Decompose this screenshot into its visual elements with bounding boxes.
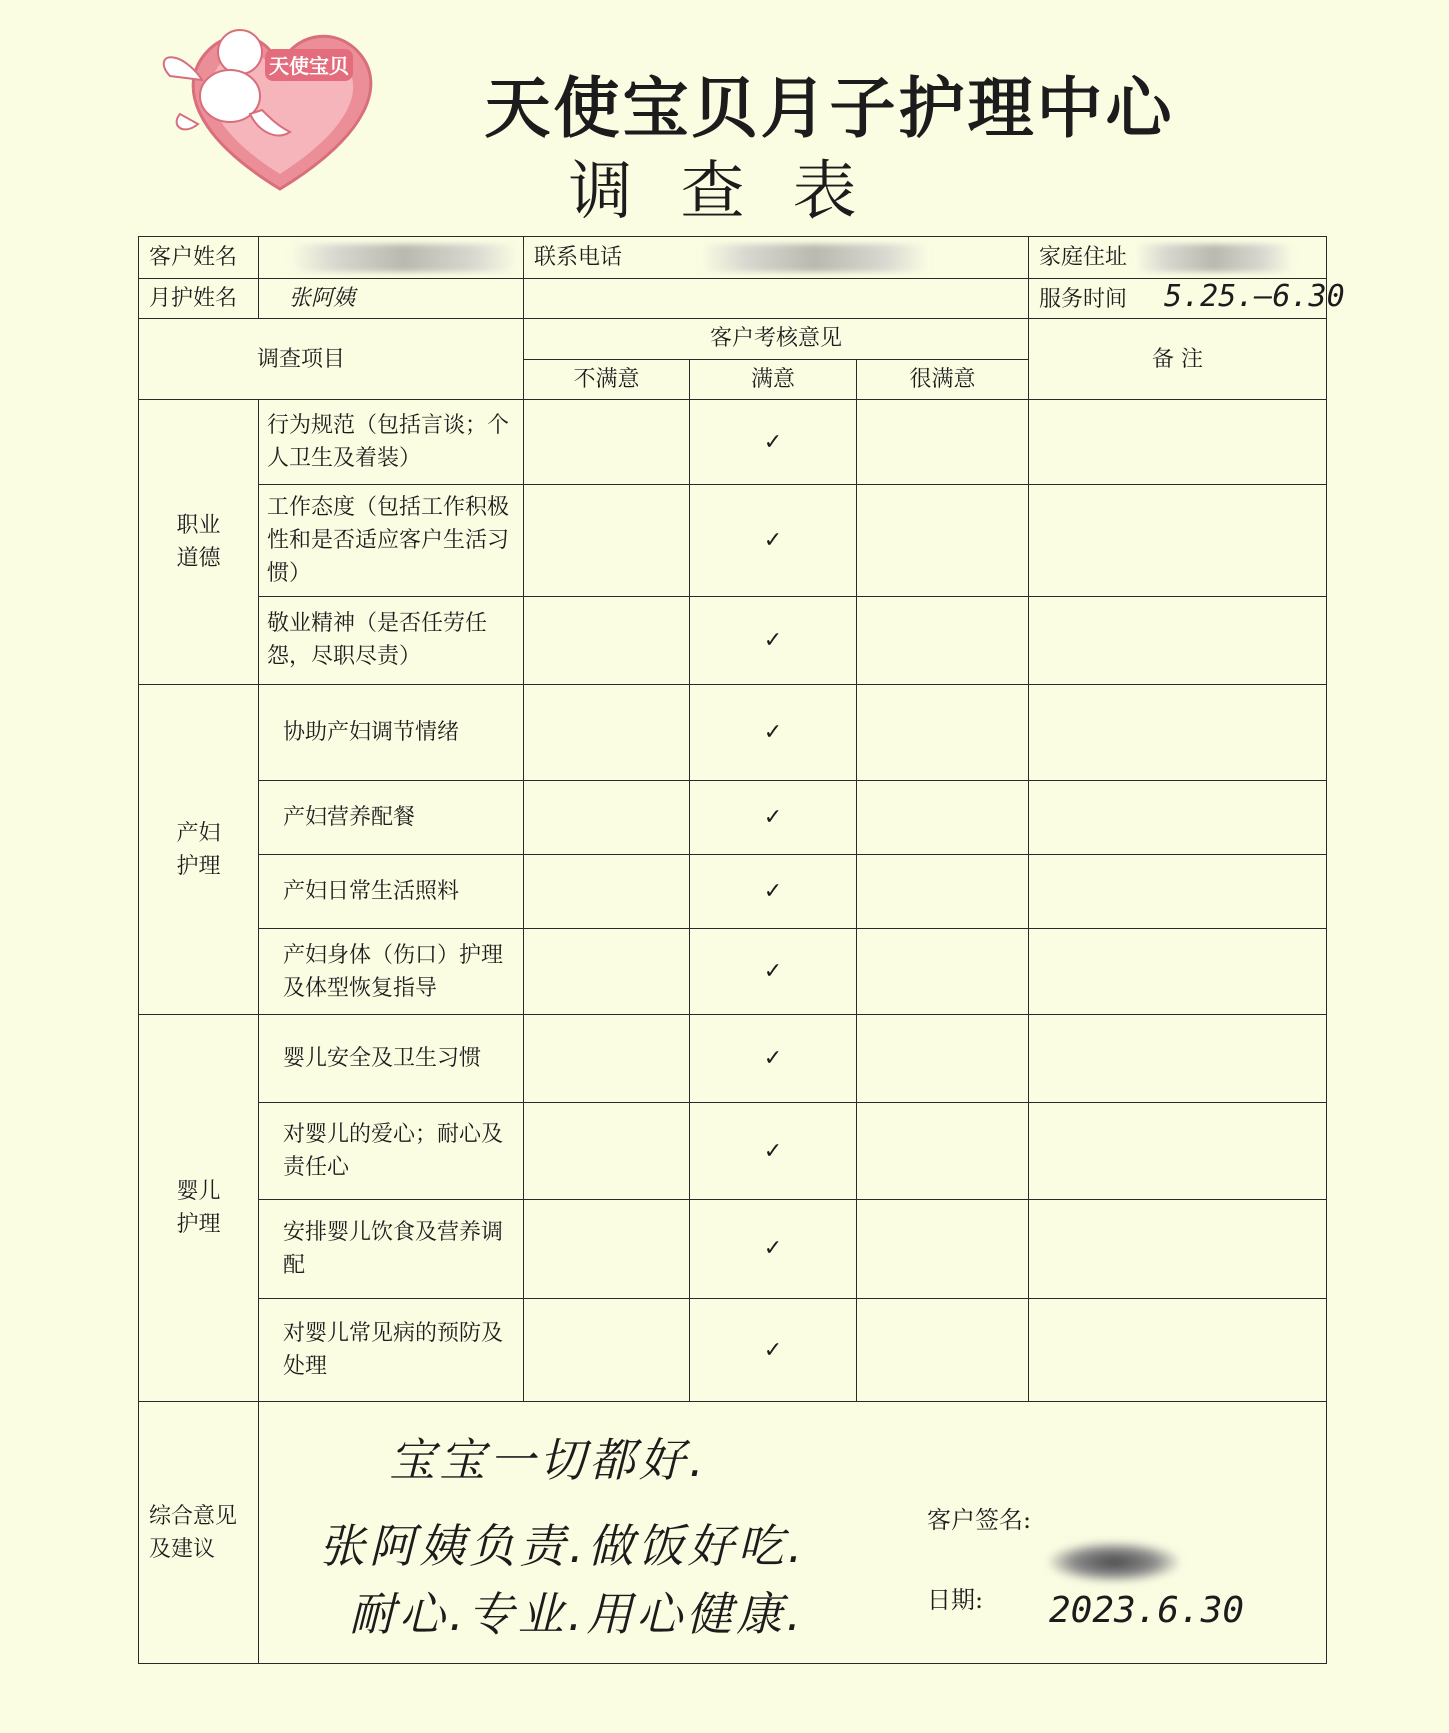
check-mark: ✓: [690, 1299, 857, 1402]
cell-very-satisfied: [857, 781, 1029, 855]
comment-line-2: 张阿姨负责.做饭好吃.: [319, 1519, 807, 1574]
item-baby-illness: 对婴儿常见病的预防及处理: [259, 1299, 524, 1402]
comment-line-1: 宝宝一切都好.: [389, 1433, 708, 1488]
cell-very-satisfied: [857, 684, 1029, 780]
cell-dissatisfied: [524, 1299, 690, 1402]
redacted-address: [1134, 244, 1294, 272]
logo-text: 天使宝贝: [269, 54, 349, 78]
customer-name-label: 客户姓名: [139, 237, 259, 279]
service-time-cell: [1029, 278, 1345, 319]
cell-remarks: [1029, 781, 1327, 855]
check-mark: ✓: [690, 1103, 857, 1199]
redacted-customer-name: [289, 244, 519, 272]
cell-very-satisfied: [857, 485, 1029, 596]
redacted-phone: [700, 244, 930, 272]
cell-remarks: [1029, 485, 1327, 596]
cell-very-satisfied: [857, 1015, 1029, 1103]
date-label: 日期:: [927, 1586, 984, 1615]
opinion-header: 客户考核意见: [524, 319, 1029, 360]
item-mood: 协助产妇调节情绪: [259, 684, 524, 780]
cell-remarks: [1029, 1299, 1327, 1402]
phone-label: 联系电话: [524, 237, 690, 279]
item-baby-love: 对婴儿的爱心；耐心及责任心: [259, 1103, 524, 1199]
comment-line-3: 耐心.专业.用心健康.: [349, 1587, 805, 1642]
item-attitude: 工作态度（包括工作积极性和是否适应客户生活习惯）: [259, 485, 524, 596]
very-satisfied-header: 很满意: [857, 359, 1029, 400]
cell-dissatisfied: [524, 684, 690, 780]
cell-remarks: [1029, 855, 1327, 929]
customer-name-value: [259, 237, 524, 279]
survey-title: 调查表: [568, 155, 905, 229]
cell-very-satisfied: [857, 1103, 1029, 1199]
cell-very-satisfied: [857, 1199, 1029, 1298]
cell-remarks: [1029, 929, 1327, 1015]
satisfied-header: 满意: [690, 359, 857, 400]
cell-very-satisfied: [857, 929, 1029, 1015]
cell-dissatisfied: [524, 485, 690, 596]
item-baby-safety: 婴儿安全及卫生习惯: [259, 1015, 524, 1103]
check-mark: ✓: [690, 929, 857, 1015]
cell-dissatisfied: [524, 400, 690, 485]
nurse-name-value: 张阿姨: [259, 278, 524, 319]
cell-dissatisfied: [524, 1015, 690, 1103]
check-mark: ✓: [690, 684, 857, 780]
check-mark: ✓: [690, 1199, 857, 1298]
cell-dissatisfied: [524, 781, 690, 855]
service-time-label: 服务时间: [1039, 287, 1128, 313]
redacted-signature: [1049, 1542, 1179, 1582]
nurse-name-label: 月护姓名: [139, 278, 259, 319]
category-mother-care: 产妇 护理: [139, 684, 259, 1014]
cell-remarks: [1029, 400, 1327, 485]
cell-very-satisfied: [857, 1299, 1029, 1402]
cell-dissatisfied: [524, 929, 690, 1015]
service-time-value: 5.25.—6.30: [1164, 279, 1345, 315]
cell-dissatisfied: [524, 1103, 690, 1199]
cell-remarks: [1029, 684, 1327, 780]
cell-dissatisfied: [524, 855, 690, 929]
check-mark: ✓: [690, 485, 857, 596]
signature-label: 客户签名:: [927, 1506, 1032, 1535]
overall-comments-cell: [259, 1402, 1327, 1664]
item-dedication: 敬业精神（是否任劳任怨，尽职尽责）: [259, 596, 524, 684]
address-cell: [1029, 237, 1327, 279]
check-mark: ✓: [690, 855, 857, 929]
date-value: 2023.6.30: [1049, 1590, 1245, 1632]
cell-remarks: [1029, 596, 1327, 684]
cell-very-satisfied: [857, 400, 1029, 485]
phone-value: [690, 237, 1029, 279]
item-header: 调查项目: [139, 319, 524, 400]
survey-table: [138, 236, 1345, 1664]
check-mark: ✓: [690, 596, 857, 684]
address-label: 家庭住址: [1039, 244, 1128, 270]
cell-very-satisfied: [857, 855, 1029, 929]
category-ethics: 职业 道德: [139, 400, 259, 685]
center-name-title: 天使宝贝月子护理中心: [484, 70, 1175, 147]
dissatisfied-header: 不满意: [524, 359, 690, 400]
item-nutrition: 产妇营养配餐: [259, 781, 524, 855]
overall-label: 综合意见 及建议: [139, 1402, 259, 1664]
blank-cell: [524, 278, 1029, 319]
cell-very-satisfied: [857, 596, 1029, 684]
item-behavior: 行为规范（包括言谈；个人卫生及着装）: [259, 400, 524, 485]
check-mark: ✓: [690, 781, 857, 855]
remarks-header: 备 注: [1029, 319, 1327, 400]
cell-dissatisfied: [524, 596, 690, 684]
item-baby-diet: 安排婴儿饮食及营养调配: [259, 1199, 524, 1298]
check-mark: ✓: [690, 1015, 857, 1103]
item-body-recovery: 产妇身体（伤口）护理及体型恢复指导: [259, 929, 524, 1015]
cell-remarks: [1029, 1015, 1327, 1103]
check-mark: ✓: [690, 400, 857, 485]
cell-dissatisfied: [524, 1199, 690, 1298]
item-daily-care: 产妇日常生活照料: [259, 855, 524, 929]
cell-remarks: [1029, 1103, 1327, 1199]
cell-remarks: [1029, 1199, 1327, 1298]
category-baby-care: 婴儿 护理: [139, 1015, 259, 1402]
